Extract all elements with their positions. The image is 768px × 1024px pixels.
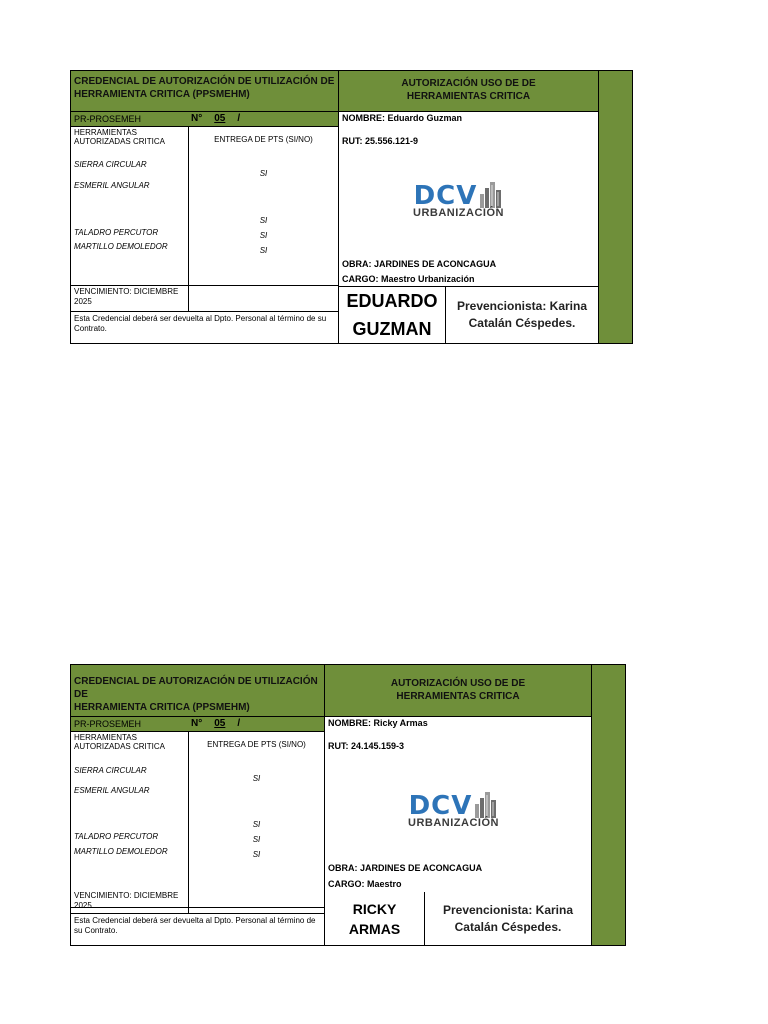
header-right-line-2: HERRAMIENTAS CRITICA — [406, 91, 531, 102]
vencimiento-cell — [71, 890, 189, 914]
credential-card-2 — [70, 664, 626, 946]
header-left-line-1: CREDENCIAL DE AUTORIZACIÓN DE UTILIZACIÓN DE — [74, 676, 318, 700]
tool-item: TALADRO PERCUTOR — [74, 832, 159, 841]
card-header-left — [71, 71, 339, 112]
card-header-right — [325, 665, 592, 717]
number-label: N° — [191, 113, 203, 124]
pts-value: SI — [259, 231, 268, 240]
header-left-line-2: HERRAMIENTA CRITICA (PPSMEHM) — [74, 702, 250, 713]
obra-field: OBRA: JARDINES DE ACONCAGUA — [328, 863, 483, 873]
pts-header: ENTREGA DE PTS (SI/NO) — [207, 740, 306, 749]
employee-name — [339, 286, 446, 343]
employee-name-line-2: GUZMAN — [352, 319, 432, 339]
rut-field: RUT: 24.145.159-3 — [328, 741, 405, 751]
tools-header — [71, 732, 188, 752]
pts-value: SI — [252, 820, 261, 829]
vencimiento-cell — [71, 286, 189, 312]
employee-name-line-1: EDUARDO — [346, 291, 438, 311]
side-strip — [599, 71, 632, 343]
card-header-left — [71, 665, 325, 717]
pr-code: PR-PROSEMEH — [74, 719, 142, 729]
header-left-line-2: HERRAMIENTA CRITICA (PPSMEHM) — [74, 89, 250, 100]
vencimiento-line-2: 2025 — [74, 297, 92, 306]
employee-name-line-1: RICKY — [352, 900, 397, 917]
number-suffix: / — [237, 113, 241, 124]
pts-value: SI — [252, 774, 261, 783]
tool-item: MARTILLO DEMOLEDOR — [74, 847, 168, 856]
pts-value: SI — [259, 169, 268, 178]
return-note: Esta Credencial deberá ser devuelta al Dpto. Personal al término de su Contrato. — [71, 914, 325, 945]
building-icon — [479, 180, 503, 208]
nombre-field: NOMBRE: Eduardo Guzman — [342, 113, 463, 123]
vencimiento-line-2: 2025 — [74, 901, 92, 910]
info-panel — [325, 717, 592, 892]
logo-text: DCV — [413, 181, 478, 211]
cargo-field: CARGO: Maestro — [328, 879, 402, 889]
vencimiento-blank — [189, 863, 325, 914]
pts-value: SI — [252, 835, 261, 844]
tool-item: ESMERIL ANGULAR — [74, 181, 150, 190]
return-note: Esta Credencial deberá ser devuelta al Dpto. Personal al término de su Contrato. — [71, 312, 339, 343]
number-suffix: / — [237, 718, 241, 729]
prevencionista-line-1: Prevencionista: Karina — [456, 299, 588, 313]
number-value: 05 — [214, 718, 226, 729]
logo-subtext: URBANIZACIÓN — [408, 817, 499, 829]
vencimiento-blank — [189, 286, 339, 312]
side-strip — [592, 665, 625, 945]
prevencionista — [425, 892, 592, 945]
tools-header-line-2: AUTORIZADAS CRITICA — [74, 137, 165, 146]
pts-header: ENTREGA DE PTS (SI/NO) — [214, 135, 313, 144]
pts-column — [189, 127, 339, 286]
tool-item: SIERRA CIRCULAR — [74, 160, 147, 169]
tools-header-line-1: HERRAMIENTAS — [74, 128, 137, 137]
employee-name-line-2: ARMAS — [348, 920, 401, 937]
tool-item: MARTILLO DEMOLEDOR — [74, 242, 168, 251]
vencimiento-line-1: VENCIMIENTO: DICIEMBRE — [74, 891, 179, 900]
tools-column — [71, 127, 189, 286]
prevencionista-line-2: Catalán Céspedes. — [468, 316, 576, 330]
logo-subtext: URBANIZACIÓN — [413, 207, 504, 219]
tool-item: SIERRA CIRCULAR — [74, 766, 147, 775]
header-left-line-1: CREDENCIAL DE AUTORIZACIÓN DE UTILIZACIÓN DE — [74, 76, 335, 87]
number-value: 05 — [214, 113, 226, 124]
cargo-field: CARGO: Maestro Urbanización — [342, 274, 475, 284]
prevencionista-line-1: Prevencionista: Karina — [442, 902, 574, 917]
card-header-right — [339, 71, 599, 112]
header-right-line-1: AUTORIZACIÓN USO DE DE — [390, 678, 526, 689]
pts-value: SI — [252, 850, 261, 859]
pr-code: PR-PROSEMEH — [74, 114, 142, 124]
pts-value: SI — [259, 216, 268, 225]
pr-row — [71, 112, 339, 127]
prevencionista — [446, 286, 599, 343]
tools-column — [71, 732, 189, 908]
prevencionista-line-2: Catalán Céspedes. — [454, 919, 562, 934]
rut-field: RUT: 25.556.121-9 — [342, 136, 419, 146]
pts-value: SI — [259, 246, 268, 255]
pr-row — [71, 717, 325, 732]
tools-header-line-2: AUTORIZADAS CRITICA — [74, 742, 165, 751]
tools-header — [71, 127, 188, 147]
tool-item: ESMERIL ANGULAR — [74, 786, 150, 795]
number-label: N° — [191, 718, 203, 729]
header-right-line-1: AUTORIZACIÓN USO DE DE — [401, 78, 536, 89]
number-field — [191, 113, 240, 125]
obra-field: OBRA: JARDINES DE ACONCAGUA — [342, 259, 497, 269]
info-panel — [339, 112, 599, 286]
number-field — [191, 718, 240, 730]
building-icon — [474, 790, 498, 818]
tool-item: TALADRO PERCUTOR — [74, 228, 159, 237]
company-logo — [413, 180, 504, 219]
company-logo — [408, 790, 499, 829]
credential-card-1 — [70, 70, 633, 344]
nombre-field: NOMBRE: Ricky Armas — [328, 718, 428, 728]
header-right-line-2: HERRAMIENTAS CRITICA — [396, 691, 520, 702]
logo-text: DCV — [408, 791, 473, 821]
employee-name — [325, 892, 425, 945]
vencimiento-line-1: VENCIMIENTO: DICIEMBRE — [74, 287, 179, 296]
tools-header-line-1: HERRAMIENTAS — [74, 733, 137, 742]
